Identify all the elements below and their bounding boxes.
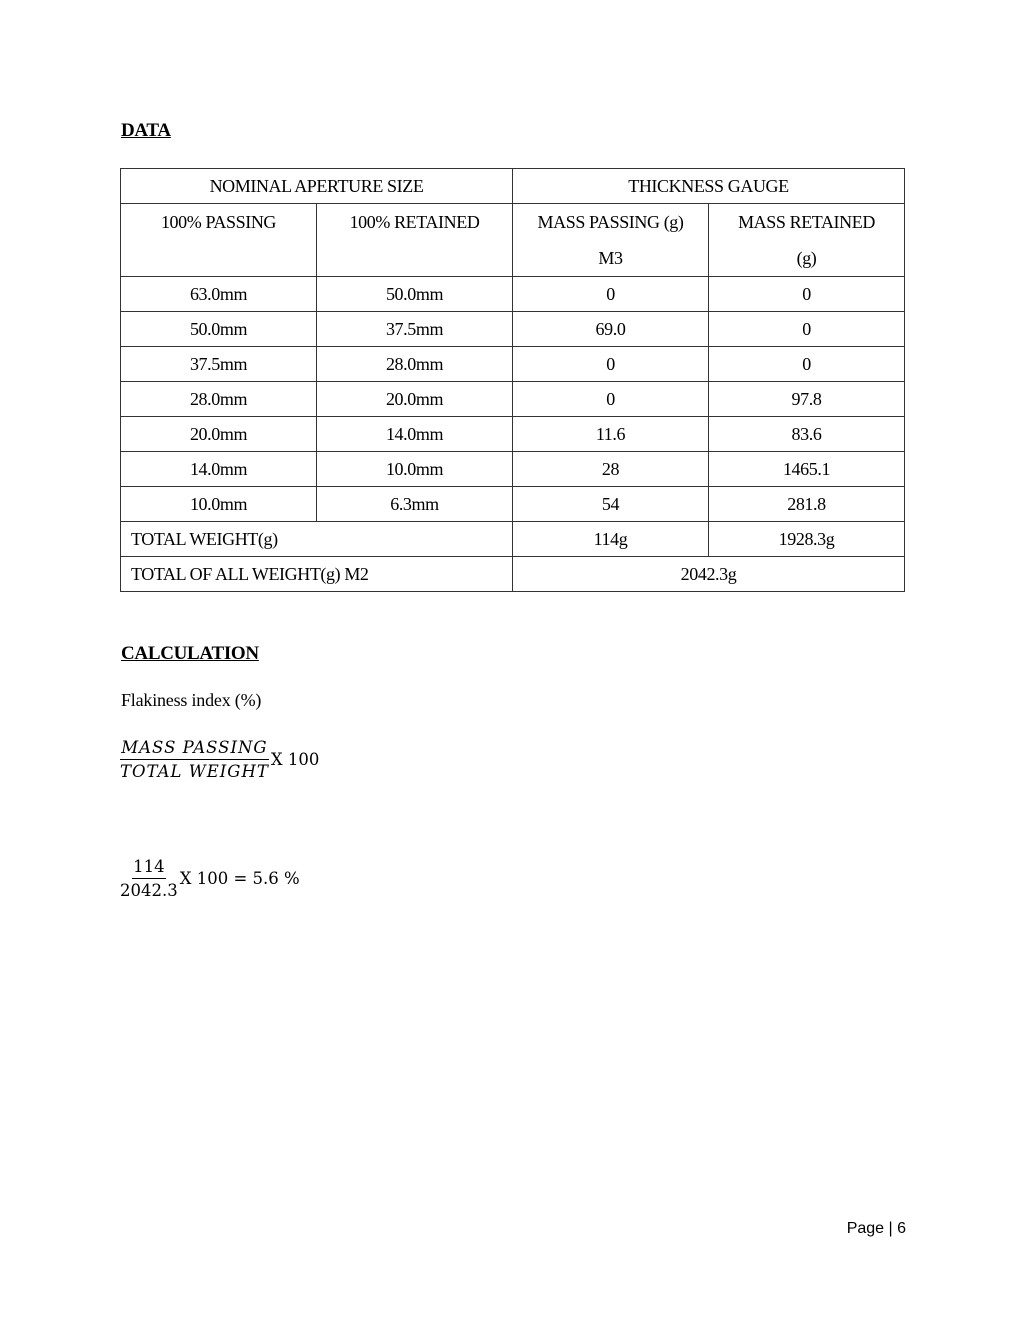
result-denominator: 2042.3 [120, 881, 178, 900]
group-header-thickness-gauge: THICKNESS GAUGE [513, 169, 905, 204]
page-number: Page | 6 [846, 1220, 906, 1237]
result-fraction [120, 857, 178, 900]
cell-retained: 20.0mm [317, 382, 513, 417]
total-weight-label: TOTAL WEIGHT(g) [121, 522, 513, 557]
cell-retained: 50.0mm [317, 277, 513, 312]
table-row [121, 382, 905, 417]
table-row [121, 312, 905, 347]
table-group-header-row [121, 169, 905, 204]
col-header-retained: 100% RETAINED [317, 204, 513, 277]
data-heading: DATA [121, 120, 171, 141]
calculation-heading: CALCULATION [121, 643, 259, 664]
cell-passing: 37.5mm [121, 347, 317, 382]
col-header-passing: 100% PASSING [121, 204, 317, 277]
total-all-weight-row [121, 557, 905, 592]
cell-retained: 14.0mm [317, 417, 513, 452]
col-header-mass-retained: MASS RETAINED (g) [709, 204, 905, 277]
cell-mass-retained: 0 [709, 312, 905, 347]
total-weight-retained: 1928.3g [709, 522, 905, 557]
formula-denominator: TOTAL WEIGHT [120, 762, 269, 781]
cell-passing: 28.0mm [121, 382, 317, 417]
result-multiplier: X 100 = 5.6 % [179, 869, 300, 888]
cell-retained: 37.5mm [317, 312, 513, 347]
flakiness-index-label: Flakiness index (%) [121, 690, 262, 710]
cell-passing: 50.0mm [121, 312, 317, 347]
cell-mass-passing: 0 [513, 347, 709, 382]
cell-mass-retained: 83.6 [709, 417, 905, 452]
group-header-nominal-aperture: NOMINAL APERTURE SIZE [121, 169, 513, 204]
flakiness-result [120, 857, 300, 900]
table-row [121, 452, 905, 487]
cell-mass-retained: 97.8 [709, 382, 905, 417]
cell-retained: 28.0mm [317, 347, 513, 382]
cell-passing: 10.0mm [121, 487, 317, 522]
table-row [121, 347, 905, 382]
cell-retained: 10.0mm [317, 452, 513, 487]
table-row [121, 417, 905, 452]
formula-multiplier: X 100 [270, 750, 320, 769]
cell-passing: 63.0mm [121, 277, 317, 312]
table-row [121, 487, 905, 522]
cell-mass-retained: 0 [709, 277, 905, 312]
cell-mass-retained: 1465.1 [709, 452, 905, 487]
total-weight-row [121, 522, 905, 557]
cell-mass-retained: 0 [709, 347, 905, 382]
formula-numerator: MASS PASSING [120, 738, 268, 760]
data-table [120, 168, 905, 592]
cell-mass-passing: 0 [513, 382, 709, 417]
cell-mass-passing: 28 [513, 452, 709, 487]
table-column-header-row [121, 204, 905, 277]
col-header-mass-passing: MASS PASSING (g) M3 [513, 204, 709, 277]
total-all-weight-value: 2042.3g [513, 557, 905, 592]
cell-passing: 14.0mm [121, 452, 317, 487]
cell-mass-retained: 281.8 [709, 487, 905, 522]
flakiness-formula [120, 738, 319, 781]
cell-mass-passing: 54 [513, 487, 709, 522]
cell-mass-passing: 69.0 [513, 312, 709, 347]
total-all-weight-label: TOTAL OF ALL WEIGHT(g) M2 [121, 557, 513, 592]
table-row [121, 277, 905, 312]
cell-retained: 6.3mm [317, 487, 513, 522]
cell-mass-passing: 11.6 [513, 417, 709, 452]
total-weight-passing: 114g [513, 522, 709, 557]
cell-mass-passing: 0 [513, 277, 709, 312]
result-numerator: 114 [132, 857, 166, 879]
cell-passing: 20.0mm [121, 417, 317, 452]
formula-fraction [120, 738, 269, 781]
